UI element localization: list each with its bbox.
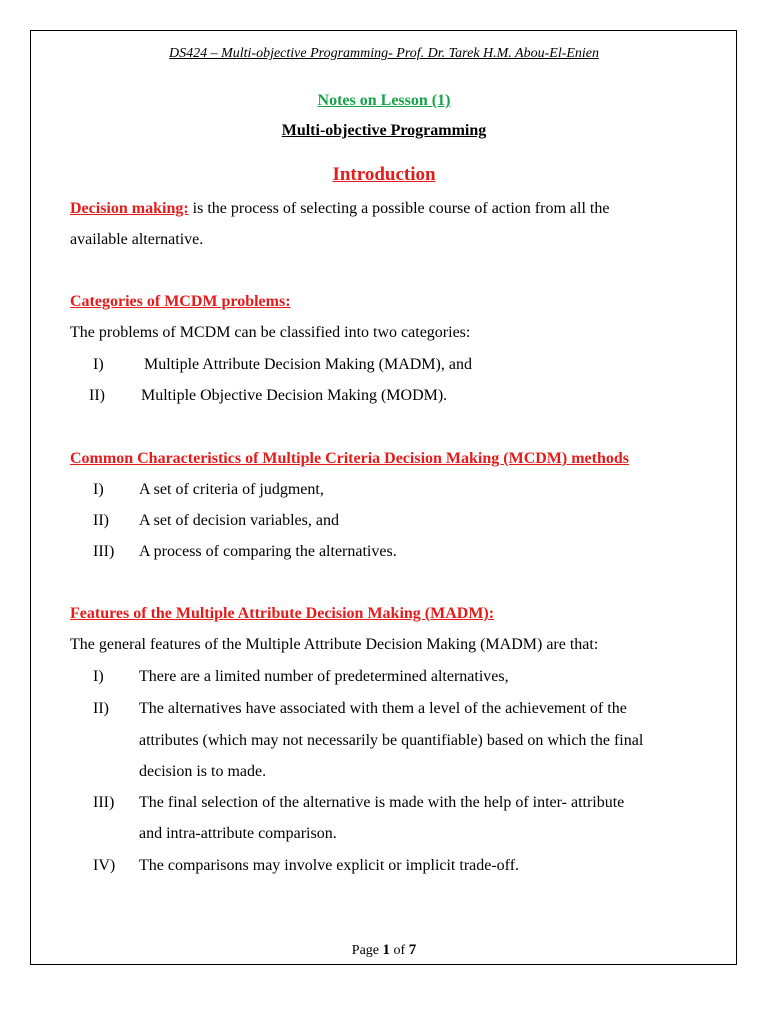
characteristic-number: II) bbox=[93, 512, 109, 529]
feature-number: I) bbox=[93, 668, 104, 685]
decision-making-line-1 bbox=[70, 200, 609, 218]
feature-text: and intra-attribute comparison. bbox=[139, 825, 337, 842]
page-label: Page bbox=[351, 943, 383, 958]
characteristic-text: A set of criteria of judgment, bbox=[139, 481, 324, 498]
feature-text: The alternatives have associated with them a level of the achievement of the bbox=[139, 700, 627, 717]
page-number bbox=[0, 942, 768, 959]
characteristics-heading: Common Characteristics of Multiple Criteria Decision Making (MCDM) methods bbox=[70, 450, 630, 467]
feature-text: decision is to made. bbox=[139, 763, 267, 780]
feature-text: attributes (which may not necessarily be quantifiable) based on which the final bbox=[139, 732, 644, 749]
total-pages: 7 bbox=[408, 942, 417, 958]
features-intro: The general features of the Multiple Attribute Decision Making (MADM) are that: bbox=[70, 636, 599, 653]
feature-text: The final selection of the alternative is made with the help of inter- attribute bbox=[139, 794, 625, 811]
feature-text: There are a limited number of predetermined alternatives, bbox=[139, 668, 509, 685]
characteristic-text: A process of comparing the alternatives. bbox=[139, 543, 397, 560]
page-of: of bbox=[390, 943, 409, 958]
characteristic-number: I) bbox=[93, 481, 104, 498]
categories-intro: The problems of MCDM can be classified into two categories: bbox=[70, 324, 471, 341]
category-text: Multiple Attribute Decision Making (MADM), and bbox=[144, 356, 472, 373]
introduction-title: Introduction bbox=[332, 164, 436, 185]
notes-title: Notes on Lesson (1) bbox=[317, 92, 451, 109]
subtitle: Multi-objective Programming bbox=[281, 122, 487, 139]
feature-text: The comparisons may involve explicit or implicit trade-off. bbox=[139, 857, 520, 874]
characteristic-text: A set of decision variables, and bbox=[139, 512, 339, 529]
category-number: II) bbox=[89, 387, 105, 404]
feature-number: IV) bbox=[93, 857, 116, 874]
decision-making-text: is the process of selecting a possible course of action from all the bbox=[188, 200, 610, 217]
feature-number: III) bbox=[93, 794, 115, 811]
characteristic-number: III) bbox=[93, 543, 115, 560]
decision-making-term: Decision making: bbox=[70, 200, 189, 217]
current-page: 1 bbox=[382, 942, 391, 958]
decision-making-line-2: available alternative. bbox=[70, 231, 204, 248]
features-heading: Features of the Multiple Attribute Decision Making (MADM): bbox=[70, 605, 495, 622]
course-header: DS424 – Multi-objective Programming- Prof. Dr. Tarek H.M. Abou-El-Enien bbox=[168, 46, 600, 61]
category-text: Multiple Objective Decision Making (MODM). bbox=[141, 387, 448, 404]
feature-number: II) bbox=[93, 700, 109, 717]
categories-heading: Categories of MCDM problems: bbox=[70, 293, 291, 310]
category-number: I) bbox=[93, 356, 104, 373]
